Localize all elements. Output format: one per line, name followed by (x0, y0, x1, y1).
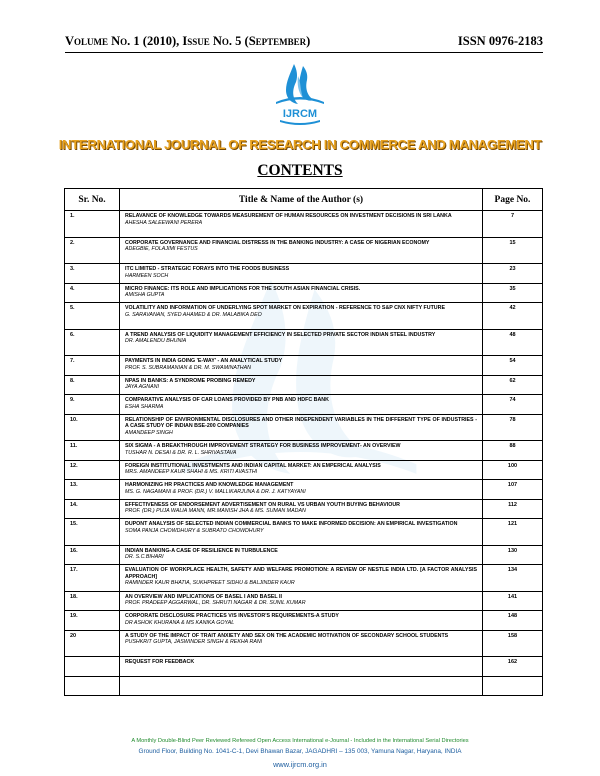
contents-heading: CONTENTS (257, 162, 343, 179)
sr-no-cell: 15. (65, 519, 120, 546)
table-header-row (65, 189, 543, 211)
page-no-cell: 62 (483, 375, 543, 395)
table-row (65, 283, 543, 303)
article-title[interactable]: RELAVANCE OF KNOWLEDGE TOWARDS MEASUREMENT OF HUMAN RESOURCES ON INVESTMENT DECISIONS IN SRI LANKA (125, 213, 452, 219)
title-author-cell (120, 676, 483, 696)
article-authors: AMANDEEP SINGH (125, 429, 173, 436)
title-author-cell (120, 329, 483, 356)
article-title[interactable]: A STUDY OF THE IMPACT OF TRAIT ANXIETY AND SEX ON THE ACADEMIC MOTIVATION OF SECONDARY SCHOOL STUDENTS (125, 632, 449, 639)
title-author-cell (120, 237, 483, 264)
page-no-cell: 130 (483, 545, 543, 565)
article-title[interactable]: A TREND ANALYSIS OF LIQUIDITY MANAGEMENT EFFICIENCY IN SELECTED PRIVATE SECTOR INDIAN STEEL INDUSTRY (125, 331, 436, 338)
article-title[interactable]: RELATIONSHIP OF ENVIRONMENTAL DISCLOSURES AND OTHER INDEPENDENT VARIABLES IN THE DIFFERENT TYPE OF INDUSTRIES - A CASE STUDY OF INDIAN BSE-200 COMPANIES (125, 416, 477, 430)
table-row (65, 237, 543, 264)
title-author-cell (120, 414, 483, 441)
page-no-cell: 162 (483, 657, 543, 677)
article-title[interactable]: CORPORATE DISCLOSURE PRACTICES V/S INVESTOR'S REQUIREMENTS-A STUDY (125, 613, 339, 619)
table-row (65, 545, 543, 565)
title-author-cell (120, 211, 483, 238)
title-author-cell (120, 519, 483, 546)
article-title[interactable]: MICRO FINANCE: ITS ROLE AND IMPLICATIONS FOR THE SOUTH ASIAN FINANCIAL CRISIS. (125, 285, 361, 292)
article-title[interactable]: INDIAN BANKING-A CASE OF RESILIENCE IN TURBULENCE (125, 547, 278, 554)
page-no-cell: 148 (483, 611, 543, 631)
article-authors: G. SARAVANAN, SYED AHAMED & DR. MALABIKA DEO (125, 311, 262, 318)
title-author-cell (120, 375, 483, 395)
page-no-cell: 78 (483, 414, 543, 441)
article-authors: DR. S.C.BIHARI (125, 554, 164, 561)
page-no-cell: 23 (483, 264, 543, 284)
footer-website-link[interactable]: www.ijrcm.org.in (273, 760, 327, 769)
article-title[interactable]: VOLATILITY AND INFORMATION OF UNDERLYING SPOT MARKET ON EXPIRATION - REFERENCE TO S&P CNX NIFTY FUTURE (125, 305, 445, 311)
contents-table (64, 188, 543, 696)
title-author-cell (120, 611, 483, 631)
sr-no-cell: 9. (65, 395, 120, 415)
sr-no-cell: 1. (65, 211, 120, 238)
sr-no-cell: 18. (65, 591, 120, 611)
sr-no-cell: 20 (65, 630, 120, 657)
article-authors: ESHA SHARMA (125, 403, 164, 410)
article-authors: SOMA PANJA CHOWDHURY & SUBRATO CHOWDHURY (125, 527, 264, 534)
article-title[interactable]: EVALUATION OF WORKPLACE HEALTH, SAFETY AND WELFARE PROMOTION: A REVIEW OF NESTLE INDIA LTD. [A FACTOR ANALYSIS APPROACH] (125, 567, 477, 580)
article-authors: JAYA AGNANI (125, 384, 159, 391)
table-row (65, 375, 543, 395)
title-author-cell (120, 591, 483, 611)
page-no-cell: 134 (483, 565, 543, 592)
page-no-cell: 121 (483, 519, 543, 546)
page-no-cell: 88 (483, 441, 543, 461)
page-no-cell: 15 (483, 237, 543, 264)
sr-no-cell: 13. (65, 480, 120, 500)
title-author-cell (120, 480, 483, 500)
page-no-cell (483, 676, 543, 696)
table-row (65, 414, 543, 441)
page-no-cell: 158 (483, 630, 543, 657)
article-title[interactable]: EFFECTIVENESS OF ENDORSEMENT ADVERTISEMENT ON RURAL VS URBAN YOUTH BUYING BEHAVIOUR (125, 501, 400, 508)
page-no-cell: 107 (483, 480, 543, 500)
sr-no-cell: 6. (65, 329, 120, 356)
article-title[interactable]: FOREIGN INSTITUTIONAL INVESTMENTS AND INDIAN CAPITAL MARKET: AN EMPERICAL ANALYSIS (125, 462, 381, 469)
table-row (65, 611, 543, 631)
page-no-cell: 42 (483, 303, 543, 330)
table-row (65, 519, 543, 546)
article-title[interactable]: REQUEST FOR FEEDBACK (125, 659, 195, 665)
page-no-cell: 112 (483, 499, 543, 519)
footer-description: A Monthly Double-Blind Peer Reviewed Refereed Open Access International e-Journal - Included in the International Serial Directories (131, 738, 469, 744)
sr-no-cell: 4. (65, 283, 120, 303)
journal-title: INTERNATIONAL JOURNAL OF RESEARCH IN COMMERCE AND MANAGEMENT (58, 137, 542, 152)
article-title[interactable]: ITC LIMITED - STRATEGIC FORAYS INTO THE FOODS BUSINESS (125, 266, 290, 272)
sr-no-cell: 16. (65, 545, 120, 565)
sr-no-cell: 7. (65, 356, 120, 376)
article-authors: AHESHA SALEEWANI PERERA (125, 219, 203, 226)
page-header (65, 34, 543, 52)
article-authors: HARMEEN SOCH (125, 272, 169, 279)
footer-address: Ground Floor, Building No. 1041-C-1, Devi Bhawan Bazar, JAGADHRI – 135 003, Yamuna Nagar, Haryana, INDIA (138, 748, 462, 755)
article-authors: PROF. PRADEEP AGGARWAL, DR. SHRUTI NAGAR & DR. SUNIL KUMAR (125, 600, 306, 607)
sr-no-cell: 17. (65, 565, 120, 592)
title-author-cell (120, 283, 483, 303)
article-authors: MS. G. NAGAMANI & PROF. (DR.) V. MALLIKARJUNA & DR. J. KATYAYANI (125, 488, 306, 495)
page-no-cell: 48 (483, 329, 543, 356)
table-row (65, 657, 543, 677)
title-author-cell (120, 657, 483, 677)
table-row (65, 395, 543, 415)
table-row (65, 480, 543, 500)
article-authors: MRS. AMANDEEP KAUR SHAHI & MS. KRITI AVASTHI (125, 469, 258, 476)
sr-no-cell: 12. (65, 460, 120, 480)
sr-no-cell: 2. (65, 237, 120, 264)
title-author-cell (120, 356, 483, 376)
page-no-cell: 74 (483, 395, 543, 415)
table-row (65, 630, 543, 657)
article-authors: PROF. (DR.) PUJA WALIA MANN, MR.MANISH JHA & MS. SUMAN MADAN (125, 508, 306, 515)
page-no-cell: 100 (483, 460, 543, 480)
title-author-cell (120, 303, 483, 330)
page-no-cell: 54 (483, 356, 543, 376)
title-author-cell (120, 499, 483, 519)
volume-issue: Volume No. 1 (2010), Issue No. 5 (September) (65, 34, 311, 48)
article-title[interactable]: SIX SIGMA - A BREAKTHROUGH IMPROVEMENT STRATEGY FOR BUSINESS IMPROVEMENT- AN OVERVIEW (125, 443, 401, 449)
article-authors: TUSHAR N. DESAI & DR. R. L. SHRIVASTAVA (125, 449, 237, 456)
page-no-cell: 141 (483, 591, 543, 611)
sr-no-cell: 10. (65, 414, 120, 441)
table-row (65, 591, 543, 611)
article-authors: DR. AMALENDU BHUNIA (125, 338, 187, 345)
logo-text: IJRCM (282, 108, 318, 120)
journal-logo (270, 62, 330, 130)
article-title[interactable]: PAYMENTS IN INDIA GOING 'E-WAY' - AN ANALYTICAL STUDY (125, 358, 283, 364)
article-authors: PUSHKRIT GUPTA, JASWINDER SINGH & REKHA RANI (125, 639, 263, 646)
article-authors: RAMINDER KAUR BHATIA, SUKHPREET SIDHU & BALJINDER KAUR (125, 580, 295, 587)
article-title[interactable]: NPAS IN BANKS: A SYNDROME PROBING REMEDY (125, 377, 256, 384)
sr-no-cell: 8. (65, 375, 120, 395)
article-title[interactable]: COMPARATIVE ANALYSIS OF CAR LOANS PROVIDED BY PNB AND HDFC BANK (125, 397, 329, 403)
table-row (65, 303, 543, 330)
sr-no-cell: 3. (65, 264, 120, 284)
sr-no-cell: 11. (65, 441, 120, 461)
title-author-cell (120, 460, 483, 480)
table-row (65, 356, 543, 376)
article-title[interactable]: AN OVERVIEW AND IMPLICATIONS OF BASEL I AND BASEL II (125, 593, 282, 600)
sr-no-header: Sr. No. (65, 189, 120, 211)
sr-no-cell: 19. (65, 611, 120, 631)
article-authors: ADEGBIE, FOLAJIMI FESTUS (125, 246, 198, 253)
sr-no-cell: 5. (65, 303, 120, 330)
title-author-cell (120, 441, 483, 461)
article-title[interactable]: HARMONIZING HR PRACTICES AND KNOWLEDGE MANAGEMENT (125, 482, 294, 488)
page-no-cell: 7 (483, 211, 543, 238)
table-row (65, 329, 543, 356)
table-row (65, 264, 543, 284)
article-authors: PROF. S. SUBRAMANIAN & DR. M. SWAMINATHAN (125, 364, 251, 371)
table-row (65, 460, 543, 480)
title-author-cell (120, 395, 483, 415)
article-title[interactable]: DUPONT ANALYSIS OF SELECTED INDIAN COMMERCIAL BANKS TO MAKE INFORMED DECISION: AN EMPIRICAL INVESTIGATION (125, 521, 458, 527)
table-body (65, 211, 543, 696)
issn: ISSN 0976-2183 (457, 34, 543, 48)
article-authors: DR ASHOK KHURANA & MS KANIKA GOYAL (125, 619, 235, 626)
table-row (65, 499, 543, 519)
title-author-cell (120, 565, 483, 592)
article-authors: AMISHA GUPTA (125, 292, 165, 299)
title-author-cell (120, 630, 483, 657)
page-no-header: Page No. (483, 189, 543, 211)
sr-no-cell: 14. (65, 499, 120, 519)
article-title[interactable]: CORPORATE GOVERNANCE AND FINANCIAL DISTRESS IN THE BANKING INDUSTRY: A CASE OF NIGERIAN ECONOMY (125, 239, 430, 246)
page-no-cell: 35 (483, 283, 543, 303)
sr-no-cell (65, 676, 120, 696)
table-row (65, 565, 543, 592)
table-row (65, 441, 543, 461)
table-row (65, 676, 543, 696)
title-author-cell (120, 545, 483, 565)
title-author-cell (120, 264, 483, 284)
table-row (65, 211, 543, 238)
title-header: Title & Name of the Author (s) (120, 189, 483, 211)
sr-no-cell (65, 657, 120, 677)
header-rule (65, 52, 543, 53)
